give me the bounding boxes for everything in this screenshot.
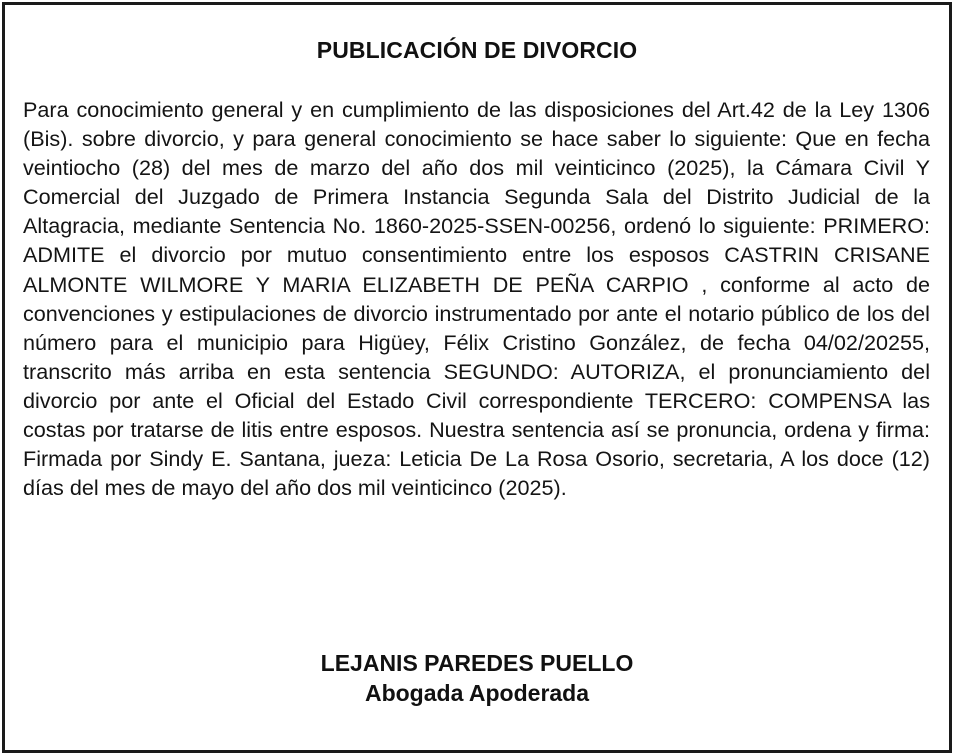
notice-title: PUBLICACIÓN DE DIVORCIO	[316, 37, 638, 63]
signature-role: Abogada Apoderada	[364, 680, 590, 706]
notice-body: Para conocimiento general y en cumplimiento de las disposiciones del Art.42 de la Ley 1306 (Bis). sobre divorcio, y para general conocimiento se hace saber lo siguiente: Que en fecha veintiocho (28) del mes de marzo del año dos mil veinticinco (2025), la Cámara Civil Y Comercial del Juzgado de Primera Instancia Segunda Sala del Distrito Judicial de la Altagracia, mediante Sentencia No. 1860-2025-SSEN-00256, ordenó lo siguiente: PRIMERO: ADMITE el divorcio por mutuo consentimiento entre los esposos CASTRIN CRISANE ALMONTE WILMORE Y MARIA ELIZABETH DE PEÑA CARPIO , conforme al acto de convenciones y estipulaciones de divorcio instrumentado por ante el notario público de los del número para el municipio para Higüey, Félix Cristino González, de fecha 04/02/20255, transcrito más arriba en esta sentencia SEGUNDO: AUTORIZA, el pronunciamiento del divorcio por ante el Oficial del Estado Civil correspondiente TERCERO: COMPENSA las costas por tratarse de litis entre esposos. Nuestra sentencia así se pronuncia, ordena y firma: Firmada por Sindy E. Santana, jueza: Leticia De La Rosa Osorio, secretaria, A los doce (12) días del mes de mayo del año dos mil veinticinco (2025).	[23, 97, 930, 501]
signature-name: LEJANIS PAREDES PUELLO	[320, 650, 634, 676]
notice-frame	[2, 2, 952, 753]
